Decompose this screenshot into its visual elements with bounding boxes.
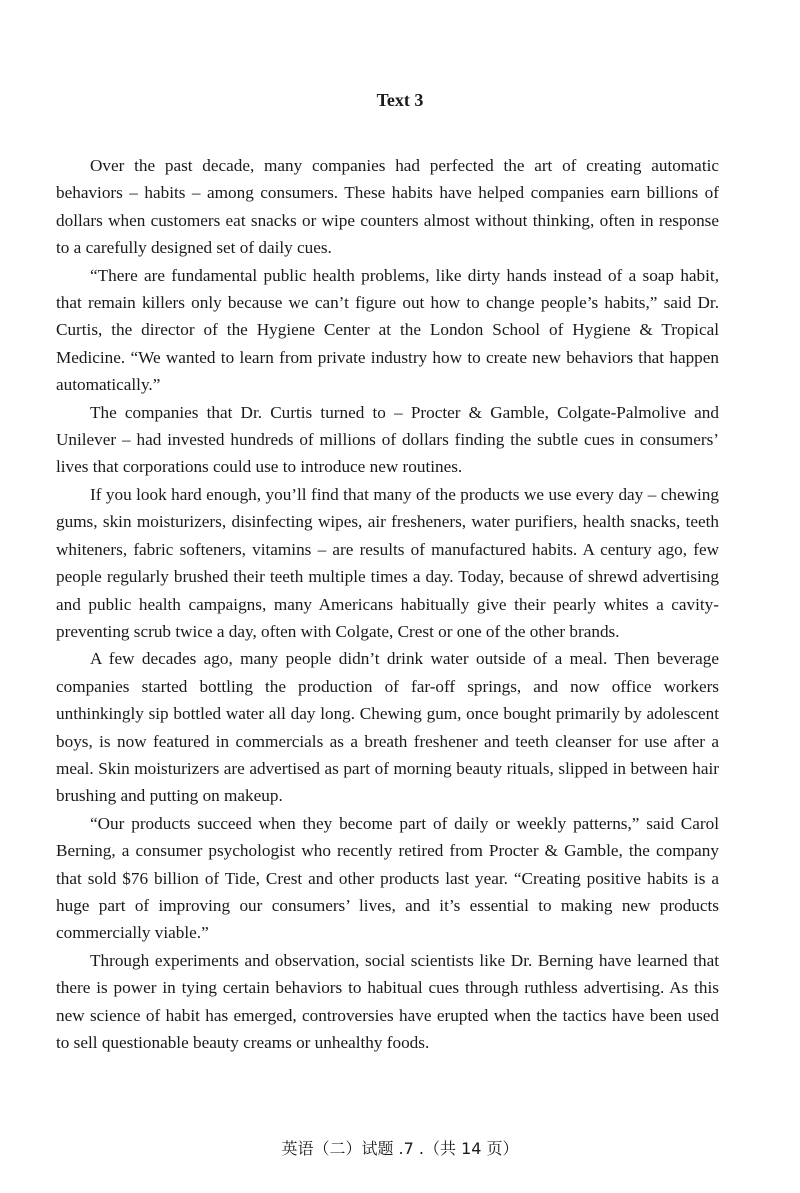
text-title: Text 3	[376, 90, 424, 110]
paragraph-2: “There are fundamental public health problems, like dirty hands instead of a soap habit, that remain killers only because we can’t figure out how to change people’s habits,” said Dr. Curtis, the director of the Hygiene Center at the London School of Hygiene & Tropical Medicine. “We wanted to learn from private industry how to create new behaviors that happen automatically.”	[56, 265, 719, 395]
page-footer: 英语（二）试题 .7 .（共 14 页）	[281, 1139, 519, 1158]
paragraph-5: A few decades ago, many people didn’t drink water outside of a meal. Then beverage companies started bottling the production of far-off springs, and now office workers unthinkingly sip bottled water all day long. Chewing gum, once bought primarily by adolescent boys, is now featured in commercials as a breath freshener and teeth cleanser for use after a meal. Skin moisturizers are advertised as part of morning beauty rituals, slipped in between hair brushing and putting on makeup.	[56, 649, 719, 806]
paragraph-1: Over the past decade, many companies had perfected the art of creating automatic behaviors – habits – among consumers. These habits have helped companies earn billions of dollars when customers eat snacks or wipe counters almost without thinking, often in response to a carefully designed set of daily cues.	[56, 156, 719, 258]
paragraph-6: “Our products succeed when they become part of daily or weekly patterns,” said Carol Berning, a consumer psychologist who recently retired from Procter & Gamble, the company that sold $76 billion of Tide, Crest and other products last year. “Creating positive habits is a huge part of improving our consumers’ lives, and it’s essential to making new products commercially viable.”	[56, 813, 719, 943]
paragraph-3: The companies that Dr. Curtis turned to – Procter & Gamble, Colgate-Palmolive and Unilever – had invested hundreds of millions of dollars finding the subtle cues in consumers’ lives that corporations could use to introduce new routines.	[56, 402, 719, 477]
paragraph-7: Through experiments and observation, social scientists like Dr. Berning have learned that there is power in tying certain behaviors to habitual cues through ruthless advertising. As this new science of habit has emerged, controversies have erupted when the tactics have been used to sell questionable beauty creams or unhealthy foods.	[56, 950, 719, 1052]
paragraph-4: If you look hard enough, you’ll find that many of the products we use every day – chewing gums, skin moisturizers, disinfecting wipes, air fresheners, water purifiers, health snacks, teeth whiteners, fabric softeners, vitamins – are results of manufactured habits. A century ago, few people regularly brushed their teeth multiple times a day. Today, because of shrewd advertising and public health campaigns, many Americans habitually give their pearly whites a cavity-preventing scrub twice a day, often with Colgate, Crest or one of the other brands.	[56, 484, 719, 641]
passage-body	[56, 152, 719, 1056]
